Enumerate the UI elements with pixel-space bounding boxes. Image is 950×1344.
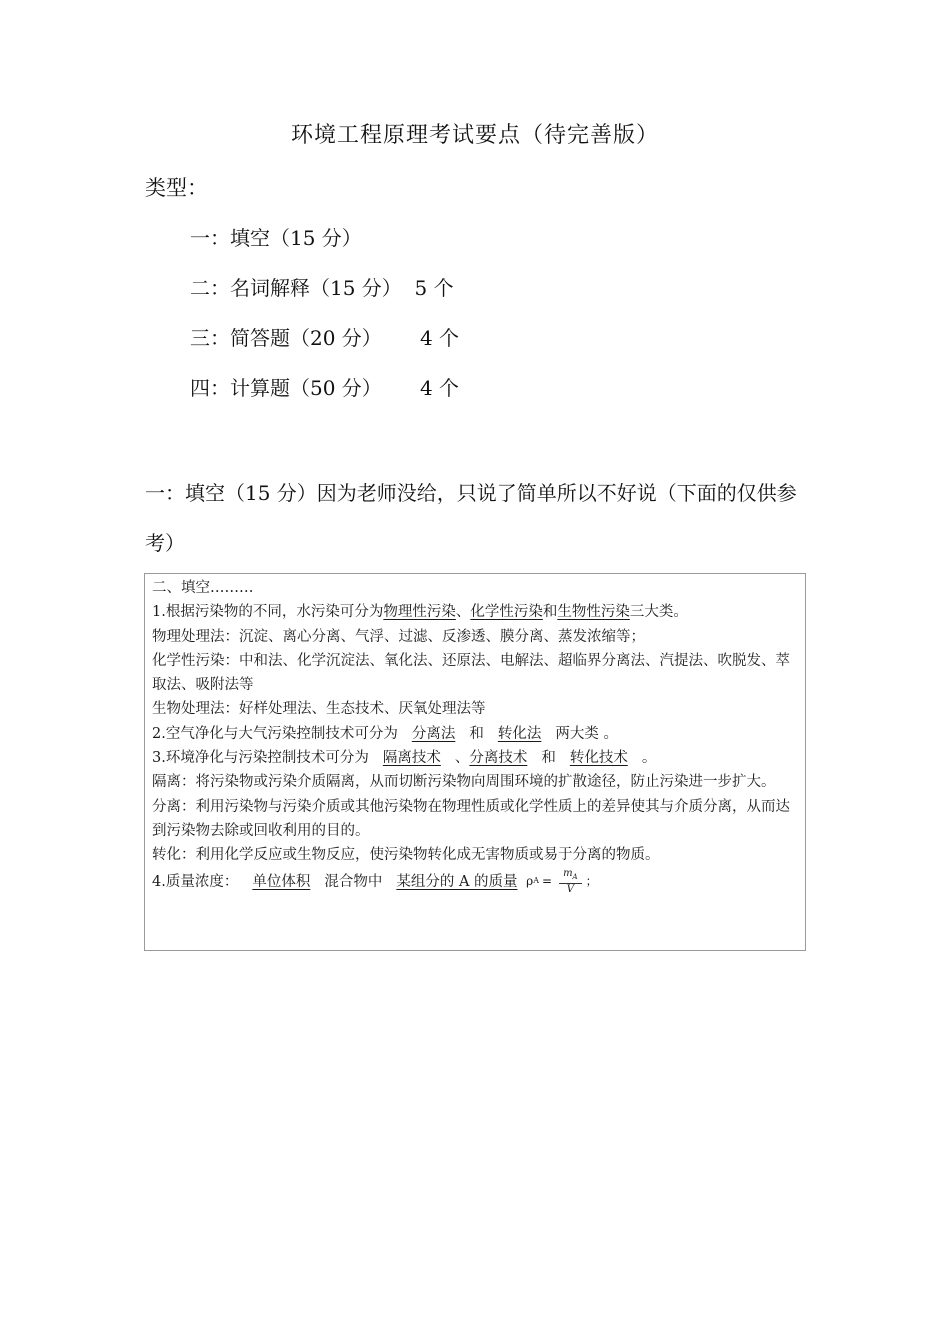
type-item-term-definition: 二：名词解释（15 分） 5 个 xyxy=(190,276,454,300)
q4-prefix: 4.质量浓度： xyxy=(152,873,239,890)
q1-answer-b: 化学性污染 xyxy=(470,604,543,621)
question-4 xyxy=(152,868,795,896)
formula-rho-subscript: A xyxy=(533,876,539,886)
q1-sep: 、 xyxy=(455,604,471,621)
type-item-fill-blank: 一：填空（15 分） xyxy=(190,226,362,250)
question-1 xyxy=(152,600,795,624)
fill-blank-intro: 一：填空（15 分）因为老师没给，只说了简单所以不好说（下面的仅供参考） xyxy=(145,481,797,555)
definition-separation: 分离：利用污染物与污染介质或其他污染物在物理性质或化学性质上的差异使其与介质分离，从而达到污染物去除或回收利用的目的。 xyxy=(152,798,790,839)
formula-fraction xyxy=(559,868,582,896)
q3-sep: 、 xyxy=(454,750,470,767)
box-heading: 二、填空……… xyxy=(152,580,254,596)
q4-answer-a: 单位体积 xyxy=(252,873,311,890)
question-2 xyxy=(152,722,795,746)
q1-and: 和 xyxy=(542,604,558,621)
q3-answer-c: 转化技术 xyxy=(569,750,628,767)
scanned-notes-box xyxy=(144,573,806,951)
document-title: 环境工程原理考试要点（待完善版） xyxy=(290,123,659,148)
types-heading: 类型： xyxy=(145,176,208,200)
formula-equals: = xyxy=(542,874,553,889)
q2-prefix: 2.空气净化与大气污染控制技术可分为 xyxy=(152,725,398,742)
q2-answer-b: 转化法 xyxy=(497,725,542,742)
formula-rho: ρ xyxy=(526,874,534,889)
definition-conversion: 转化：利用化学反应或生物反应，使污染物转化成无害物质或易于分离的物质。 xyxy=(152,847,660,864)
type-item-short-answer: 三：简答题（20 分） 4 个 xyxy=(190,326,460,350)
q1-answer-a: 物理性污染 xyxy=(383,604,456,621)
q1-prefix: 1.根据污染物的不同，水污染可分为 xyxy=(152,604,384,621)
definition-isolation: 隔离：将污染物或污染介质隔离，从而切断污染物向周围环境的扩散途径，防止污染进一步扩大。 xyxy=(152,774,776,791)
mass-concentration-formula xyxy=(526,868,597,896)
formula-end: ； xyxy=(585,874,598,889)
q3-and: 和 xyxy=(541,750,556,767)
formula-numerator: $m_A$ xyxy=(559,868,582,884)
chemical-methods: 化学性污染：中和法、化学沉淀法、氧化法、还原法、电解法、超临界分离法、汽提法、吹脱发、萃取法、吸附法等 xyxy=(152,652,790,694)
q3-answer-b: 分离技术 xyxy=(469,750,528,767)
question-3 xyxy=(152,746,795,770)
physical-methods: 物理处理法：沉淀、离心分离、气浮、过滤、反渗透、膜分离、蒸发浓缩等； xyxy=(152,628,645,645)
type-item-calculation: 四：计算题（50 分） 4 个 xyxy=(190,376,460,400)
q2-suffix: 两大类 。 xyxy=(555,725,618,742)
q2-answer-a: 分离法 xyxy=(411,725,456,742)
q4-answer-b: 某组分的 A 的质量 xyxy=(396,873,518,890)
q2-and: 和 xyxy=(469,725,484,742)
q3-answer-a: 隔离技术 xyxy=(382,750,441,767)
q4-mid: 混合物中 xyxy=(324,873,383,890)
q3-suffix: 。 xyxy=(641,750,657,767)
formula-denominator: V xyxy=(566,883,574,895)
q1-suffix: 三大类。 xyxy=(629,604,688,621)
q3-prefix: 3.环境净化与污染控制技术可分为 xyxy=(152,750,369,767)
biological-methods: 生物处理法：好样处理法、生态技术、厌氧处理法等 xyxy=(152,701,486,718)
q1-answer-c: 生物性污染 xyxy=(557,604,630,621)
